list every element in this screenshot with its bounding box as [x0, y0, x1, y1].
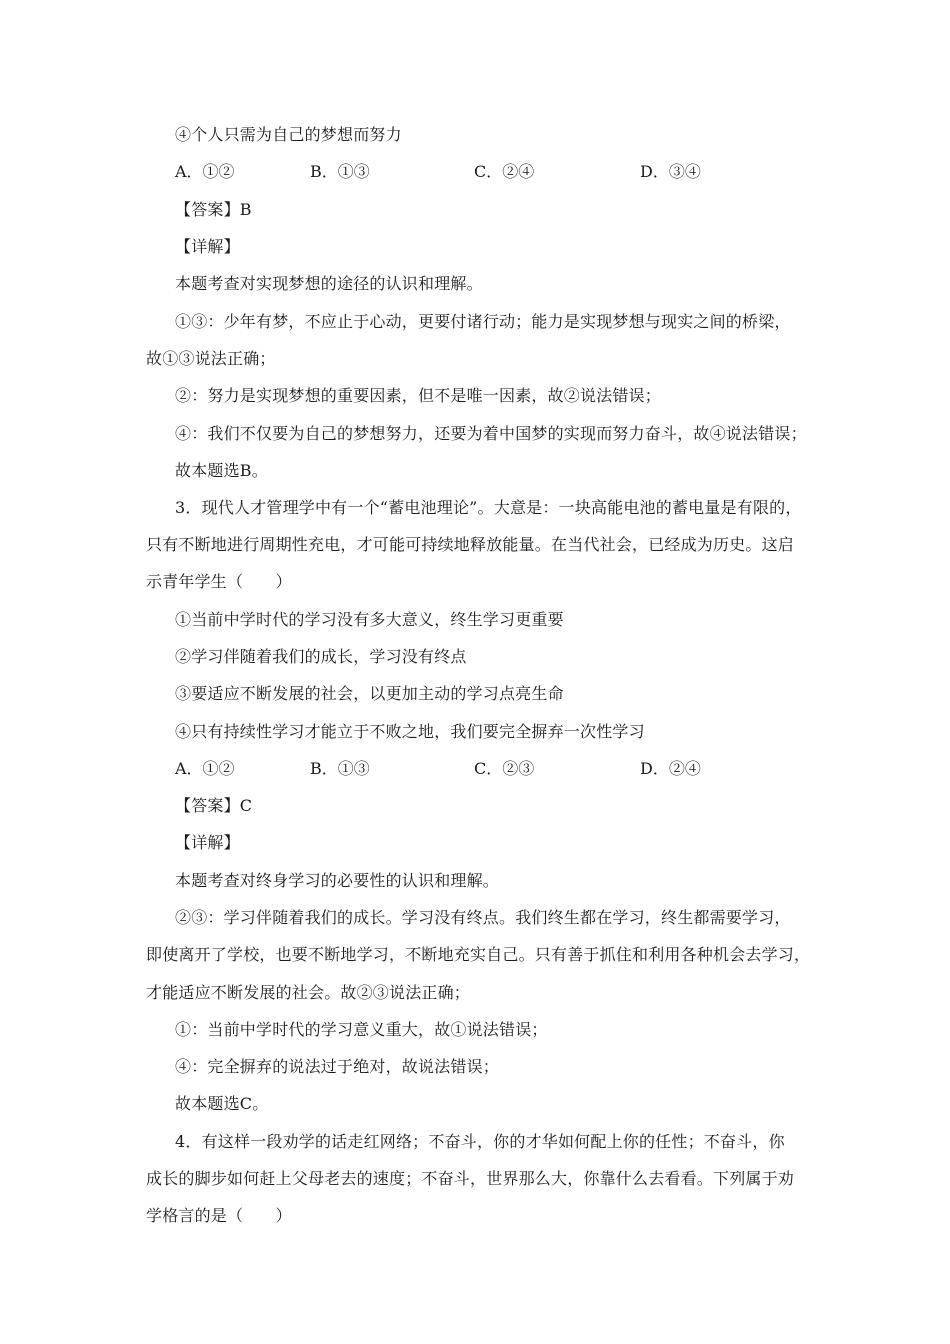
q3-stem-line: 示青年学生（ ） [146, 572, 292, 591]
q2-option-c: C．②④ [474, 162, 535, 181]
q3-item-3: ③要适应不断发展的社会，以更加主动的学习点亮生命 [175, 684, 564, 703]
q3-item-1: ①当前中学时代的学习没有多大意义，终生学习更重要 [175, 610, 564, 629]
q3-explanation-line: ①：当前中学时代的学习意义重大，故①说法错误； [175, 1020, 548, 1039]
q4-stem-line: 成长的脚步如何赶上父母老去的速度；不奋斗，世界那么大，你靠什么去看看。下列属于劝 [146, 1169, 795, 1188]
q2-explanation-line: 故①③说法正确； [146, 349, 276, 368]
q3-explanation-line: 即使离开了学校，也要不断地学习，不断地充实自己。只有善于抓住和利用各种机会去学习， [146, 945, 811, 964]
q2-explanation-line: 故本题选B。 [175, 461, 268, 480]
q2-explanation-line: 本题考查对实现梦想的途径的认识和理解。 [175, 274, 483, 293]
q2-explanation-line: ①③：少年有梦，不应止于心动，更要付诸行动；能力是实现梦想与现实之间的桥梁， [175, 312, 791, 331]
q2-explanation-line: ②：努力是实现梦想的重要因素，但不是唯一因素，故②说法错误； [175, 386, 662, 405]
q3-explanation-line: 本题考查对终身学习的必要性的认识和理解。 [175, 871, 500, 890]
q4-stem-line: 学格言的是（ ） [146, 1206, 292, 1225]
q2-option-b: B．①③ [310, 162, 370, 181]
q4-stem-line: 4．有这样一段劝学的话走红网络；不奋斗，你的才华如何配上你的任性；不奋斗，你 [175, 1132, 785, 1151]
q2-item-4: ④个人只需为自己的梦想而努力 [175, 125, 402, 144]
q3-explanation-line: ②③：学习伴随着我们的成长。学习没有终点。我们终生都在学习，终生都需要学习， [175, 908, 791, 927]
q3-item-2: ②学习伴随着我们的成长，学习没有终点 [175, 647, 467, 666]
q3-option-d: D．②④ [640, 759, 701, 778]
q3-stem-line: 3．现代人才管理学中有一个“蓄电池理论”。大意是：一块高能电池的蓄电量是有限的， [175, 498, 802, 517]
q3-option-c: C．②③ [474, 759, 535, 778]
q3-option-b: B．①③ [310, 759, 370, 778]
q2-option-d: D．③④ [640, 162, 701, 181]
q3-detail-label: 【详解】 [175, 833, 240, 852]
q3-explanation-line: ④：完全摒弃的说法过于绝对，故说法错误； [175, 1057, 500, 1076]
q3-explanation-line: 才能适应不断发展的社会。故②③说法正确； [146, 983, 471, 1002]
q2-explanation-line: ④：我们不仅要为自己的梦想努力，还要为着中国梦的实现而努力奋斗，故④说法错误； [175, 424, 807, 443]
q2-detail-label: 【详解】 [175, 237, 240, 256]
q3-answer: 【答案】C [175, 796, 253, 815]
q2-answer: 【答案】B [175, 200, 252, 219]
q2-option-a: A．①② [175, 162, 235, 181]
q3-stem-line: 只有不断地进行周期性充电，才可能可持续地释放能量。在当代社会，已经成为历史。这启 [146, 535, 795, 554]
q3-explanation-line: 故本题选C。 [175, 1094, 269, 1113]
q3-item-4: ④只有持续性学习才能立于不败之地，我们要完全摒弃一次性学习 [175, 722, 645, 741]
q3-option-a: A．①② [175, 759, 235, 778]
